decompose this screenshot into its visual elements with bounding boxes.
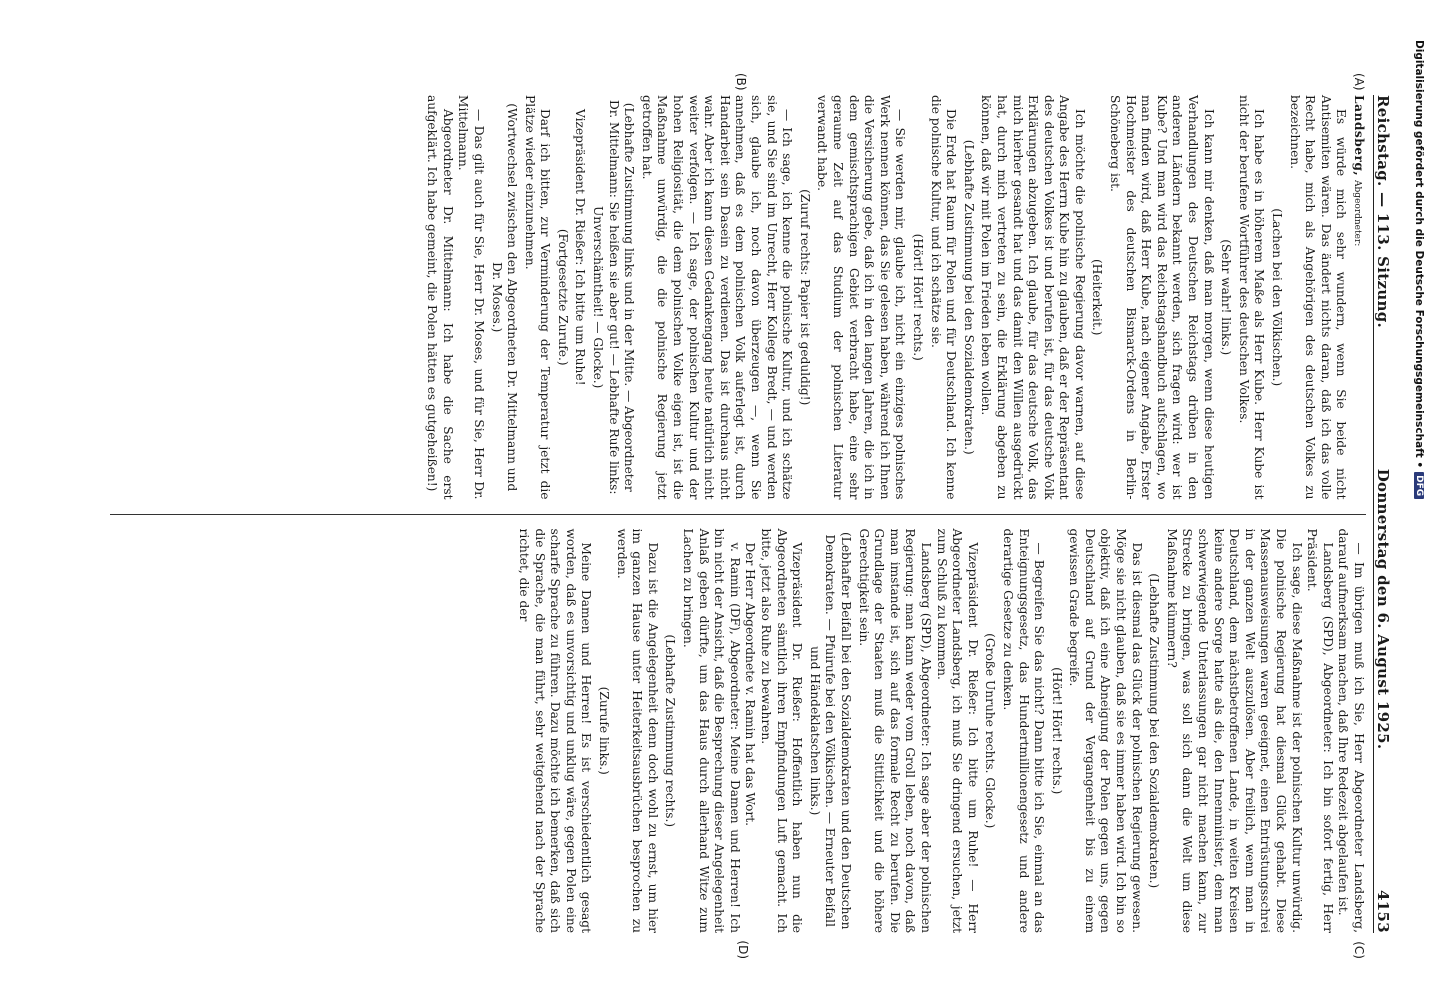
right-column bbox=[110, 529, 1366, 934]
interjection: (Lebhafte Zustimmung bei den Sozialdemokraten.) bbox=[961, 139, 976, 455]
paragraph: Ich sage, diese Maßnahme ist der polnischen Kultur unwürdig. Die polnische Regierung hat diesmal Glück gehabt. Diese Massenausweisungen waren geeignet, einen Entrüstungsschrei in der ganzen Welt auszulösen. Aber freilich, wenn man in Deutschland, dem nächstbetroffenen Lande, in weiten Kreisen keine andere Sorge hatte als die, den Innenminister, dem man schwerwiegende Unterlassungen gar nicht machen kann, zur Strecke zu bringen, was soll sich dann die Welt um diese Maßnahme kümmern? bbox=[1164, 528, 1304, 933]
interjection: (Heiterkeit.) bbox=[1090, 259, 1105, 336]
column-divider bbox=[110, 514, 1366, 515]
digitization-note bbox=[1410, 40, 1428, 640]
dfg-badge: DFG bbox=[1414, 472, 1424, 499]
paragraph: Vizepräsident Dr. Rießer: Hoffentlich haben nun die Abgeordneten sämtlich ihren Empfindungen Luft gemacht. Ich bitte, jetzt also Ruhe zu bewahren. bbox=[759, 528, 805, 933]
interjection: (Fortgesetzte Zurufe.) bbox=[555, 228, 570, 366]
interjection: (Wortwechsel zwischen den Abgeordneten Dr. Mittelmann und Dr. Moses.) bbox=[489, 103, 520, 492]
interjection: (Zurufe links.) bbox=[597, 686, 612, 775]
paragraph: Der Herr Abgeordnete v. Ramin hat das Wort. bbox=[743, 542, 758, 826]
speaker-role: Abgeordneter: bbox=[1352, 180, 1362, 247]
interjection: (Lachen bei den Völkischen.) bbox=[1270, 208, 1285, 387]
paragraph: Meine Damen und Herren! Es ist verschiedentlich gesagt worden, daß es unvorsichtig und unklug wäre, gegen Polen eine scharfe Sprache zu führen. Dazu möchte ich bemerken, daß sich die Sprache, die man führt, sehr weitgehend nach der Sprache richtet, die der bbox=[517, 528, 594, 933]
paragraph: — Sie werden mir, glaube ich, nicht ein einziges polnisches Werk nennen können, das Sie gelesen haben, während ich Ihnen die Versicherung gebe, daß ich in den langen Jahren, die ich in dem gemischtsprachigen Gebiet verbracht habe, eine sehr geraume Zeit auf das Studium der polnischen Literatur verwandt habe. bbox=[815, 95, 908, 500]
interjection: (Hört! Hört! rechts.) bbox=[910, 233, 925, 361]
page-content bbox=[110, 73, 1400, 959]
paragraph: Ich möchte die polnische Regierung davor warnen, auf diese Angabe des Herrn Kube hin zu glauben, daß er der Repräsentant des deutschen Volkes ist und berufen ist, für das deutsche Volk Erklärungen abzugeben. Ich glaube, für das deutsche Volk, das mich hierher gesandt hat und das damit den Willen ausgedrückt hat, durch mich vertreten zu sein, die Erklärung abgeben zu können, daß wir mit Polen im Frieden leben wollen. bbox=[979, 95, 1087, 500]
paragraph: Landsberg (SPD), Abgeordneter: Ich bin sofort fertig, Herr Präsident. bbox=[1305, 528, 1335, 933]
paragraph: — Ich sage, ich kenne die polnische Kultur, und ich schätze sie, und Sie sind im Unrecht, Herr Kollege Bredt, — und werden sich, glaube ich, noch davon überzeugen —, wenn Sie annehmen, daß es dem polnischen Volk auferlegt ist, durch Handarbeit sein Dasein zu verdienen. Das ist durchaus nicht wahr. Aber ich kann diesen Gedankengang heute natürlich nicht weiter verfolgen. — Ich sage, der polnischen Kultur und der hohen Religiosität, die dem polnischen Volke eigen ist, ist die Maßnahme unwürdig, die die polnische Regierung jetzt getroffen hat. bbox=[639, 95, 795, 500]
text-columns bbox=[110, 95, 1366, 933]
interjection: (Große Unruhe rechts. Glocke.) bbox=[983, 633, 998, 829]
interjection: (Lebhafte Zustimmung rechts.) bbox=[663, 634, 678, 828]
paragraph: Darf ich bitten, zur Verminderung der Temperatur jetzt die Plätze wieder einzunehmen. bbox=[522, 95, 553, 500]
paragraph: Dazu ist die Angelegenheit denn doch wohl zu ernst, um hier im ganzen Hause unter Heiterkeitsausbrüchen besprochen zu werden. bbox=[614, 528, 660, 933]
paragraph: — Begreifen Sie das nicht? Dann bitte ich Sie, einmal an das Enteignungsgesetz, das Hundertmillionengesetz und andere derartige Gesetze zu denken. bbox=[1000, 528, 1047, 933]
header-date: Donnerstag den 6. August 1925. bbox=[1374, 468, 1392, 750]
paragraph: Die Erde hat Raum für Polen und für Deutschland. Ich kenne die polnische Kultur, und ich schätze sie. bbox=[928, 95, 959, 500]
interjection: (Zuruf rechts: Papier ist geduldig!) bbox=[797, 189, 812, 406]
paragraph: Vizepräsident Dr. Rießer: Ich bitte um Ruhe! bbox=[573, 109, 588, 386]
paragraph: — Im übrigen muß ich Sie, Herr Abgeordneter Landsberg, darauf aufmerksam machen, daß Ihre Redezeit abgelaufen ist. bbox=[1336, 528, 1366, 933]
paragraph: Das ist diesmal das Glück der polnischen Regierung gewesen. Möge sie nicht glauben, daß sie es immer haben wird. Ich bin so objektiv, daß ich eine Abneigung der Polen gegen uns, gegen Deutschland auf Grund der Vergangenheit bis zu einem gewissen Grade begreife. bbox=[1067, 528, 1144, 933]
margin-marker-d: (D) bbox=[736, 940, 750, 959]
interjection: (Lebhafter Beifall bei den Sozialdemokraten und den Deutschen Demokraten. — Pfuirufe bei den Völkischen. — Erneuter Beifall und Händeklatschen links.) bbox=[807, 531, 853, 930]
margin-marker-c: (C) bbox=[1352, 941, 1366, 959]
margin-marker-a: (A) bbox=[1352, 73, 1366, 91]
interjection: (Lebhafte Zustimmung bei den Sozialdemokraten.) bbox=[1147, 573, 1162, 889]
paragraph: — Das gilt auch für Sie, Herr Dr. Moses, und für Sie, Herr Dr. Mittelmann. bbox=[456, 95, 486, 500]
page-header bbox=[1373, 95, 1400, 933]
paragraph: Ich habe es in höherem Maße als Herr Kube. Herr Kube ist nicht der berufene Wortführer des deutschen Volkes. bbox=[1236, 95, 1267, 500]
paragraph: Vizepräsident Dr. Rießer: Ich bitte um Ruhe! — Herr Abgeordneter Landsberg, ich muß Sie dringend ersuchen, jetzt zum Schluß zu kommen. bbox=[934, 528, 980, 933]
interjection: (Sehr wahr! links.) bbox=[1219, 239, 1234, 356]
speaker-line bbox=[1348, 95, 1366, 500]
document-page bbox=[110, 73, 1400, 959]
paragraph: Landsberg (SPD), Abgeordneter: Ich sage aber der polnischen Regierung: man kann weder vom Groll leben, noch davon, daß man imstande ist, sich auf das formale Recht zu berufen. Die Grundlage der Staaten muß die Sittlichkeit und die höhere Gerechtigkeit sein. bbox=[856, 528, 933, 933]
interjection: (Lebhafte Zustimmung links und in der Mitte. — Abgeordneter Dr. Mittelmann: Sie heißen sie aber gut! — Lebhafte Rufe links: Unverschämtheit! — Glocke.) bbox=[591, 100, 637, 495]
paragraph: v. Ramin (DF), Abgeordneter: Meine Damen und Herren! Ich bin nicht der Ansicht, daß die Besprechung dieser Angelegenheit Anlaß geben dürfte, um das Haus durch allerhand Witze zum Lachen zu bringen. bbox=[681, 528, 742, 933]
paragraph: Es würde mich sehr wundern, wenn Sie beide nicht Antisemiten wären. Das ändert nichts daran, daß ich das volle Recht habe, mich als Angehörigen des deutschen Volkes zu bezeichnen. bbox=[1287, 95, 1349, 500]
margin-marker-b: (B) bbox=[734, 73, 748, 91]
page-number: 4153 bbox=[1374, 890, 1392, 933]
interjection: (Hört! Hört! rechts.) bbox=[1049, 667, 1064, 795]
speaker-name: Landsberg, bbox=[1352, 95, 1366, 177]
paragraph: Ich kann mir denken, daß man morgen, wenn diese heutigen Verhandlungen des Deutschen Reichstags drüben in den anderen Ländern bekannt werden, sich fragen wird: wer ist Kube? Und man wird das Reichstagshandbuch aufschlagen, wo man finden wird, daß Herr Kube, nach eigener Angabe, Erster Hochmeister des deutschen Bismarck-Ordens in Berlin-Schöneberg ist. bbox=[1108, 95, 1216, 500]
digitization-text: Digitalisierung gefördert durch die Deutsche Forschungsgemeinschaft • bbox=[1413, 40, 1425, 469]
left-column bbox=[110, 95, 1366, 500]
paragraph: Abgeordneter Dr. Mittelmann: Ich habe die Sache erst aufgeklärt. Ich habe gemeint, die Polen hätten es gutgeheißen!) bbox=[425, 95, 455, 500]
header-left: Reichstag. — 113. Sitzung. bbox=[1374, 95, 1392, 329]
